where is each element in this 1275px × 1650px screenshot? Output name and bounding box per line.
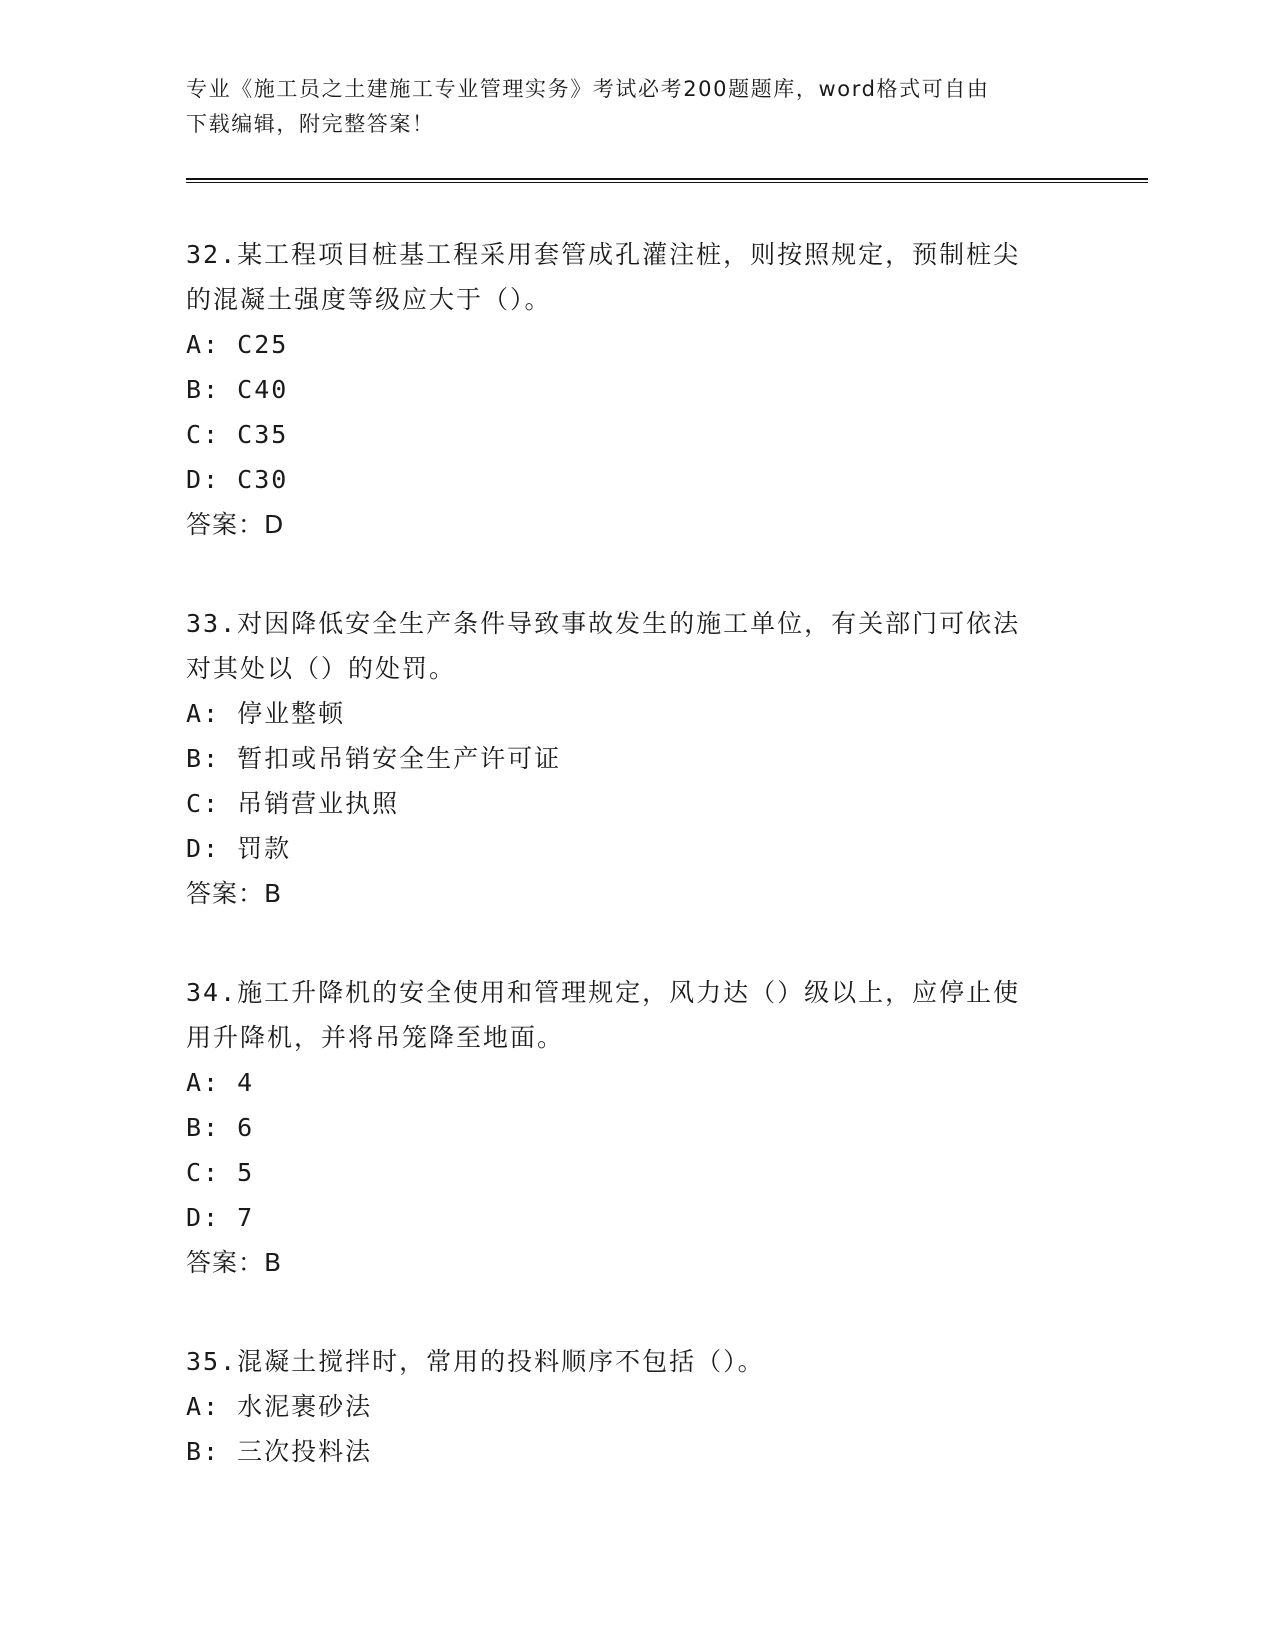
- option-c: C: C35: [186, 420, 289, 449]
- option-b: B: 三次投料法: [186, 1437, 373, 1466]
- answer-label: 答案：B: [186, 1248, 283, 1277]
- option-a: A: 停业整顿: [186, 699, 346, 728]
- option-d: D: C30: [186, 465, 289, 494]
- question-stem: [186, 232, 1086, 322]
- question-stem-line: 34.施工升降机的安全使用和管理规定，风力达（）级以上，应停止使: [186, 978, 1021, 1007]
- question-stem-line: 的混凝土强度等级应大于（）。: [186, 285, 552, 314]
- option-c: C: 吊销营业执照: [186, 789, 400, 818]
- option-a: A: 水泥裹砂法: [186, 1392, 373, 1421]
- option-c: C: 5: [186, 1158, 255, 1187]
- question-stem-line: 35.混凝土搅拌时，常用的投料顺序不包括（）。: [186, 1347, 765, 1376]
- question-stem-line: 用升降机，并将吊笼降至地面。: [186, 1023, 565, 1052]
- option-b: B: C40: [186, 375, 289, 404]
- answer-label: 答案：D: [186, 510, 285, 539]
- question-list: [186, 232, 1086, 1528]
- option-b: B: 暂扣或吊销安全生产许可证: [186, 744, 562, 773]
- question-32: [186, 232, 1086, 547]
- option-d: D: 罚款: [186, 834, 292, 863]
- header-line-1: 专业《施工员之土建施工专业管理实务》考试必考200题题库，word格式可自由: [186, 77, 990, 101]
- question-34: [186, 970, 1086, 1285]
- page-header: [186, 72, 1066, 142]
- question-33: [186, 601, 1086, 916]
- answer-label: 答案：B: [186, 879, 283, 908]
- question-stem-line: 32.某工程项目桩基工程采用套管成孔灌注桩，则按照规定，预制桩尖: [186, 240, 1021, 269]
- question-stem-line: 对其处以（）的处罚。: [186, 654, 457, 683]
- question-stem: [186, 601, 1086, 691]
- header-divider: [186, 178, 1148, 183]
- option-a: A: C25: [186, 330, 289, 359]
- option-d: D: 7: [186, 1203, 255, 1232]
- option-b: B: 6: [186, 1113, 255, 1142]
- question-stem: [186, 970, 1086, 1060]
- question-35: [186, 1339, 1086, 1474]
- question-stem: [186, 1339, 1086, 1384]
- header-line-2: 下载编辑，附完整答案！: [186, 112, 435, 136]
- question-stem-line: 33.对因降低安全生产条件导致事故发生的施工单位，有关部门可依法: [186, 609, 1021, 638]
- option-a: A: 4: [186, 1068, 255, 1097]
